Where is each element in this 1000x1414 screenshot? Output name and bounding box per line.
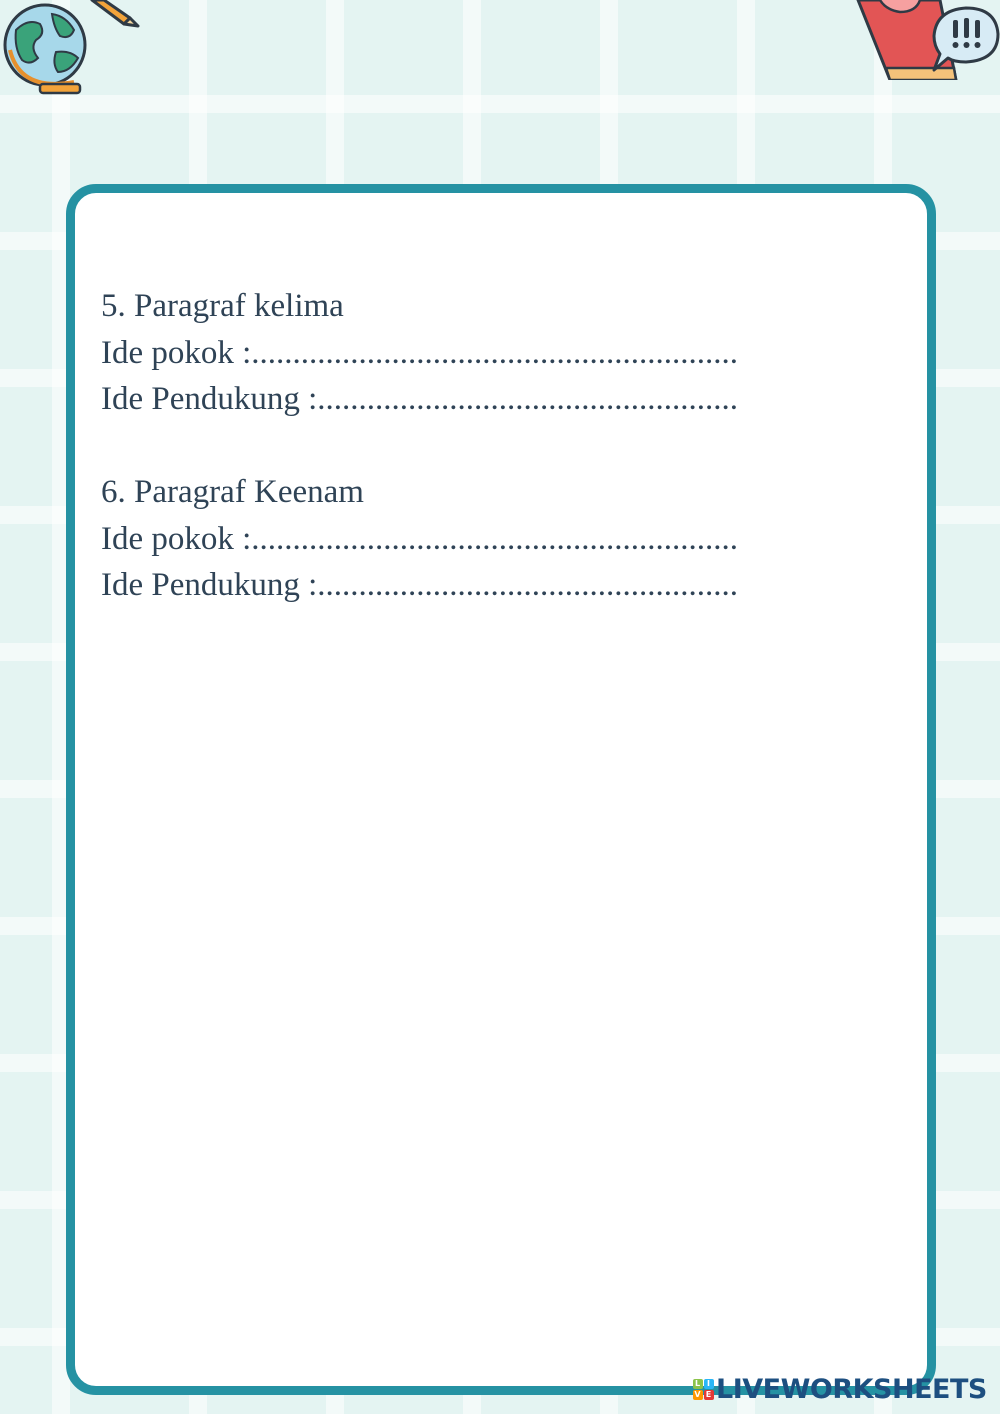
spacer	[101, 423, 901, 470]
logo-letter-v: V	[694, 1390, 701, 1399]
worksheet-content	[101, 283, 901, 609]
paragraph-6-supporting-idea: Ide Pendukung :...................................................	[101, 567, 739, 603]
paragraph-5-supporting-idea: Ide Pendukung :...................................................	[101, 381, 739, 417]
liveworksheets-brand	[692, 1372, 987, 1406]
paragraph-6-main-idea: Ide pokok :...........................................................	[101, 520, 739, 557]
paragraph-5-main-idea: Ide pokok :...........................................................	[101, 334, 739, 371]
paragraph-5-title: 5. Paragraf kelima	[101, 288, 344, 324]
pencil-icon	[92, 0, 138, 26]
book-and-speech-bubble-icon	[850, 0, 1000, 80]
globe-and-pencil-icon	[0, 0, 150, 100]
brand-text: LIVEWORKSHEETS	[716, 1373, 987, 1405]
globe-icon	[5, 5, 85, 93]
liveworksheets-logo-icon	[692, 1378, 714, 1400]
paragraph-6-title: 6. Paragraf Keenam	[101, 474, 364, 510]
logo-letter-i: I	[704, 1379, 714, 1389]
logo-letter-l: L	[693, 1379, 703, 1389]
speech-bubble-icon	[934, 8, 998, 70]
logo-letter-e: E	[704, 1390, 714, 1400]
